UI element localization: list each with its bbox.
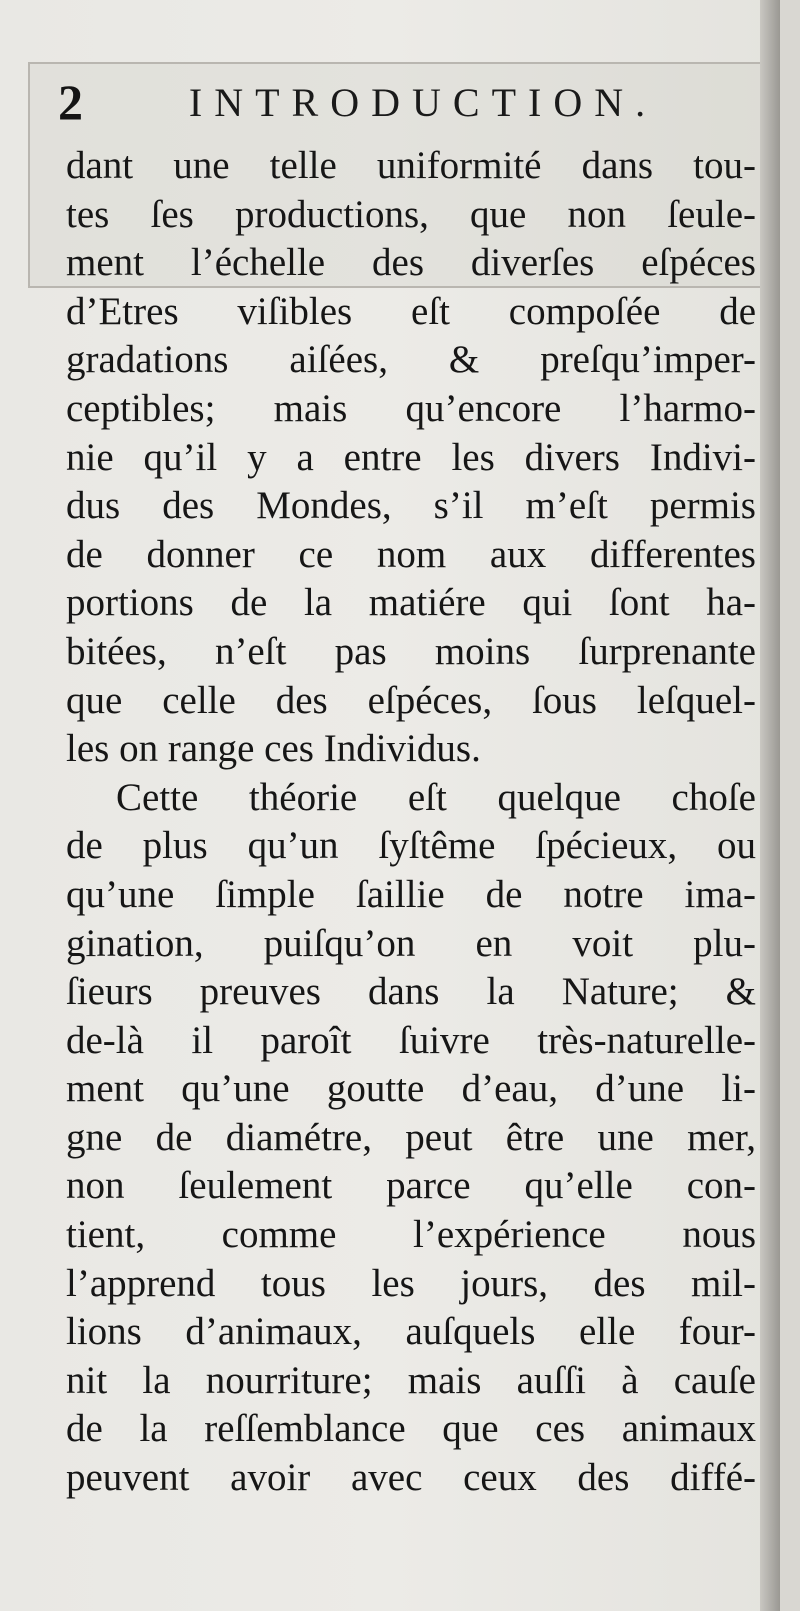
text-line: lions d’animaux, auſquels elle four- <box>66 1310 756 1354</box>
text-line: tes ſes productions, que non ſeule- <box>66 192 756 236</box>
text-line: bitées, n’eſt pas moins ſurprenante <box>66 629 756 673</box>
text-line: Cette théorie eſt quelque choſe <box>116 775 756 819</box>
text-line: gne de diamétre, peut être une mer, <box>66 1115 756 1159</box>
text-line: ment l’échelle des diverſes eſpéces <box>66 241 756 285</box>
text-line: nie qu’il y a entre les divers Indivi- <box>66 435 756 479</box>
text-line: gradations aiſées, & preſqu’imper- <box>66 338 756 382</box>
body-text <box>66 142 756 1503</box>
text-line: d’Etres viſibles eſt compoſée de <box>66 289 756 333</box>
page-number: 2 <box>58 74 83 130</box>
page-header <box>58 72 758 132</box>
text-line: ceptibles; mais qu’encore l’harmo- <box>66 386 756 430</box>
text-line: l’apprend tous les jours, des mil- <box>66 1261 756 1305</box>
text-line: gination, puiſqu’on en voit plu- <box>66 921 756 965</box>
running-head: INTRODUCTION. <box>188 79 658 125</box>
text-line: de la reſſemblance que ces animaux <box>66 1407 756 1451</box>
text-line: peuvent avoir avec ceux des diffé- <box>66 1456 756 1500</box>
text-line: ment qu’une goutte d’eau, d’une li- <box>66 1067 756 1111</box>
text-line: nit la nourriture; mais auſſi à cauſe <box>66 1358 756 1402</box>
text-line: de plus qu’un ſyſtême ſpécieux, ou <box>66 824 756 868</box>
text-line: dant une telle uniformité dans tou- <box>66 144 756 187</box>
text-line: portions de la matiére qui ſont ha- <box>66 581 756 625</box>
text-line: de donner ce nom aux differentes <box>66 532 756 576</box>
text-line: dus des Mondes, s’il m’eſt permis <box>66 484 756 528</box>
text-line: qu’une ſimple ſaillie de notre ima- <box>66 872 756 916</box>
text-line: non ſeulement parce qu’elle con- <box>66 1164 756 1208</box>
page-edge-shadow <box>760 0 780 1611</box>
text-line: tient, comme l’expérience nous <box>66 1213 756 1257</box>
text-line: que celle des eſpéces, ſous leſquel- <box>66 678 756 722</box>
text-line: les on range ces Individus. <box>66 727 481 771</box>
text-line: ſieurs preuves dans la Nature; & <box>66 970 756 1014</box>
text-line: de-là il paroît ſuivre très-naturelle- <box>66 1018 756 1062</box>
